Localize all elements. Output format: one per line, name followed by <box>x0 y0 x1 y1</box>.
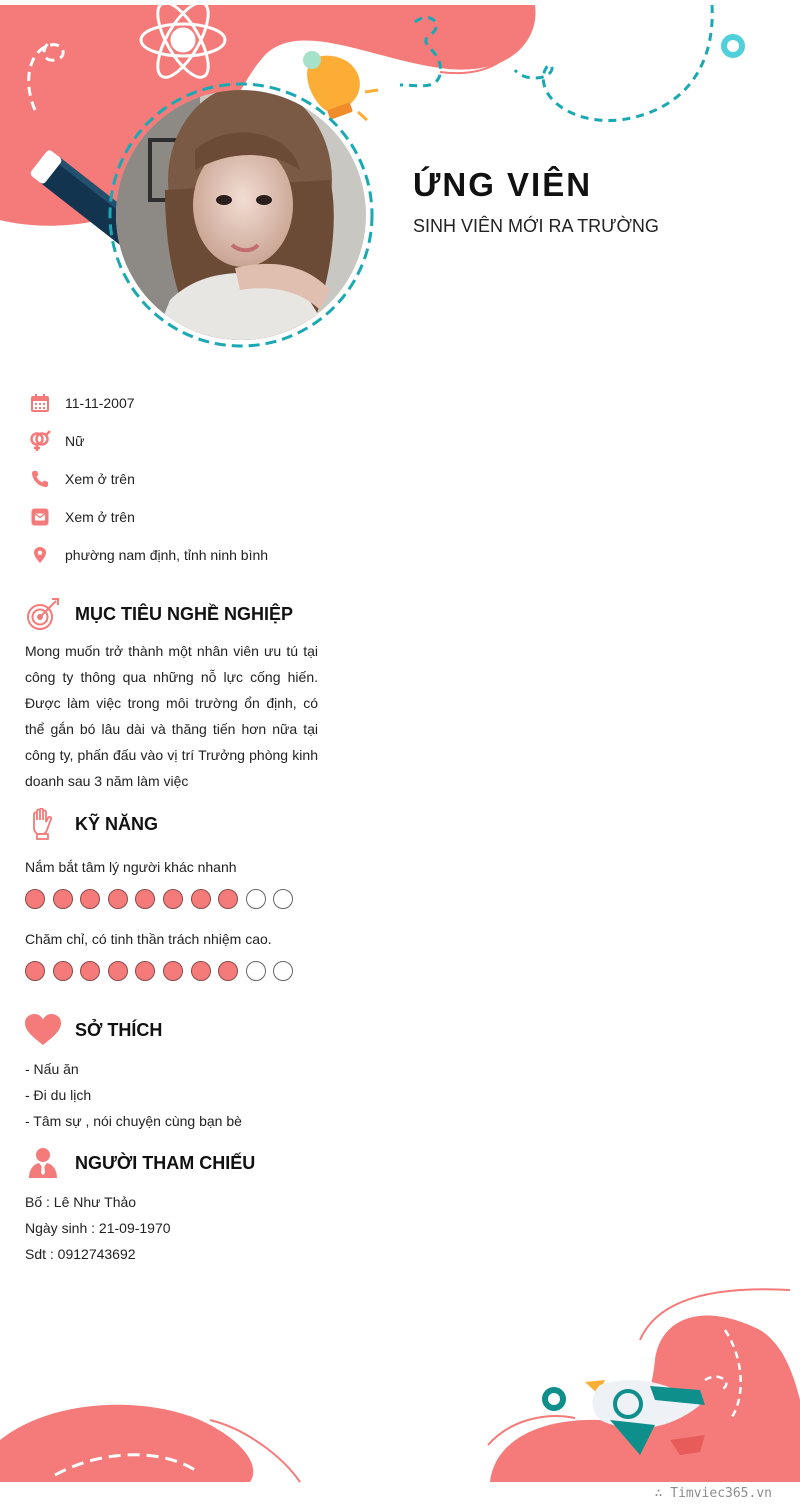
address-value: phường nam định, tỉnh ninh bình <box>65 547 269 563</box>
bottom-left-blob <box>0 1405 253 1482</box>
rating-dot-filled <box>135 961 155 981</box>
objective-title: MỤC TIÊU NGHỀ NGHIỆP <box>75 603 294 624</box>
rating-dot-filled <box>53 961 73 981</box>
skills-header <box>25 806 318 842</box>
skill-item <box>25 928 318 986</box>
rating-dot-filled <box>218 889 238 909</box>
candidate-name: ỨNG VIÊN <box>413 166 593 203</box>
map-pin-icon <box>28 543 52 567</box>
rating-dot-empty <box>273 961 293 981</box>
references-section <box>25 1145 318 1267</box>
hobby-item: - Tâm sự , nói chuyện cùng bạn bè <box>25 1113 242 1129</box>
skills-list <box>25 856 318 986</box>
skill-item <box>25 856 318 914</box>
rating-dot-filled <box>191 961 211 981</box>
contact-address <box>28 536 348 574</box>
skill-name: Nắm bắt tâm lý người khác nhanh <box>25 859 237 875</box>
contact-phone <box>28 460 348 498</box>
references-list <box>25 1189 318 1267</box>
contact-birthdate <box>28 384 348 422</box>
hobby-item: - Nấu ăn <box>25 1061 79 1077</box>
reference-line: Bố : Lê Như Thảo <box>25 1194 137 1210</box>
rating-dot-filled <box>53 889 73 909</box>
hobbies-title: SỞ THÍCH <box>75 1019 163 1040</box>
rating-dot-empty <box>246 961 266 981</box>
rating-dot-empty <box>246 889 266 909</box>
rating-dot-filled <box>25 961 45 981</box>
calendar-icon <box>28 391 52 415</box>
rating-dot-filled <box>163 961 183 981</box>
target-icon <box>25 596 61 632</box>
rating-dot-filled <box>80 961 100 981</box>
heart-icon <box>25 1012 61 1048</box>
rating-dot-filled <box>25 889 45 909</box>
hobbies-header <box>25 1012 318 1048</box>
phone-icon <box>28 467 52 491</box>
contact-gender <box>28 422 348 460</box>
objective-section <box>25 596 318 794</box>
envelope-icon <box>28 505 52 529</box>
skill-rating <box>25 884 318 914</box>
rating-dot-empty <box>273 889 293 909</box>
reference-line: Ngày sinh : 21-09-1970 <box>25 1220 171 1236</box>
objective-header <box>25 596 318 632</box>
reference-line: Sdt : 0912743692 <box>25 1246 136 1262</box>
hobby-item: - Đi du lịch <box>25 1087 92 1103</box>
contact-info <box>28 384 348 574</box>
hand-icon <box>25 806 61 842</box>
rating-dot-filled <box>80 889 100 909</box>
skills-title: KỸ NĂNG <box>75 813 159 834</box>
phone-value: Xem ở trên <box>65 471 135 487</box>
lightbulb-icon <box>303 51 378 120</box>
rating-dot-filled <box>218 961 238 981</box>
skill-name: Chăm chỉ, có tinh thần trách nhiệm cao. <box>25 931 272 947</box>
rating-dot-filled <box>108 961 128 981</box>
rating-dot-filled <box>135 889 155 909</box>
references-title: NGƯỜI THAM CHIẾU <box>75 1152 256 1173</box>
gender-value: Nữ <box>65 433 85 449</box>
watermark: ∴ Timviec365.vn <box>654 1486 772 1501</box>
skills-section <box>25 806 318 1000</box>
birthdate-value: 11-11-2007 <box>65 395 135 411</box>
contact-email <box>28 498 348 536</box>
hobbies-section <box>25 1012 318 1134</box>
objective-text: Mong muốn trở thành một nhân viên ưu tú tại công ty thông qua những nỗ lực cống hiến. Được làm việc trong môi trường ổn định, có thể gắn bó lâu dài và thăng tiến hơn nữa tại công ty, phấn đấu vào vị trí Trưởng phòng kinh doanh sau 3 năm làm việc <box>25 643 318 789</box>
email-value: Xem ở trên <box>65 509 135 525</box>
references-header <box>25 1145 318 1181</box>
hobbies-list <box>25 1056 318 1134</box>
gender-icon <box>28 429 52 453</box>
rating-dot-filled <box>163 889 183 909</box>
candidate-title: SINH VIÊN MỚI RA TRƯỜNG <box>413 216 659 236</box>
rating-dot-filled <box>191 889 211 909</box>
person-icon <box>25 1145 61 1181</box>
rating-dot-filled <box>108 889 128 909</box>
skill-rating <box>25 956 318 986</box>
